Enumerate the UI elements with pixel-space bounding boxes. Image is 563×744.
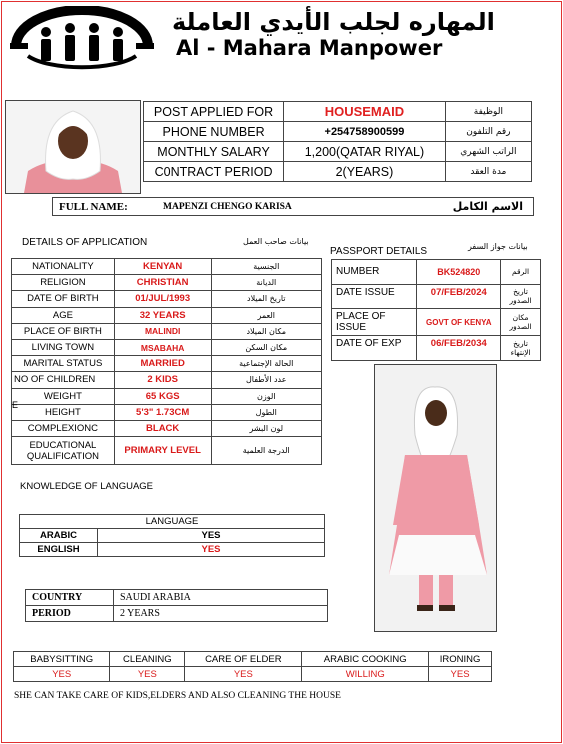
post-arabic: الراتب الشهري	[445, 142, 531, 162]
detail-label: EDUCATIONAL QUALIFICATION	[12, 437, 115, 465]
detail-value: 65 KGS	[114, 388, 211, 404]
language-name: ENGLISH	[20, 543, 98, 557]
table-row	[332, 284, 541, 309]
table-row	[12, 388, 322, 404]
full-name-value: MAPENZI CHENGO KARISA	[163, 202, 292, 212]
table-row	[332, 309, 541, 336]
skill-header: IRONING	[429, 652, 492, 667]
detail-label: HEIGHT	[12, 404, 115, 420]
language-section-title: KNOWLEDGE OF LANGUAGE	[20, 481, 154, 492]
detail-value: BLACK	[114, 420, 211, 436]
detail-arabic: تاريخ الميلاد	[211, 291, 321, 307]
experience-value: 2 YEARS	[114, 606, 328, 622]
detail-label: NO OF CHILDREN	[12, 372, 115, 388]
post-arabic: رقم التلفون	[445, 122, 531, 142]
table-row	[20, 515, 325, 529]
passport-title: PASSPORT DETAILS	[330, 246, 428, 257]
post-row	[144, 122, 532, 142]
application-title: DETAILS OF APPLICATION	[22, 237, 148, 248]
passport-arabic: تاريخ الإنتهاء	[501, 336, 541, 361]
full-name-label: FULL NAME:	[59, 201, 128, 213]
post-label: C0NTRACT PERIOD	[144, 162, 284, 182]
passport-value: BK524820	[417, 260, 501, 285]
detail-value: PRIMARY LEVEL	[114, 437, 211, 465]
stray-mark: E	[12, 400, 19, 410]
portrait-image	[6, 101, 140, 193]
passport-label: NUMBER	[332, 260, 417, 285]
passport-arabic: تاريخ الصدور	[501, 284, 541, 309]
detail-label: DATE OF BIRTH	[12, 291, 115, 307]
detail-arabic: الجنسية	[211, 259, 321, 275]
post-label: POST APPLIED FOR	[144, 102, 284, 122]
post-table	[143, 101, 532, 182]
table-row	[12, 404, 322, 420]
post-value: HOUSEMAID	[284, 102, 446, 122]
company-logo-icon	[8, 6, 156, 70]
passport-table	[331, 259, 541, 361]
remark-text: SHE CAN TAKE CARE OF KIDS,ELDERS AND ALSO CLEANING THE HOUSE	[14, 691, 341, 701]
detail-label: LIVING TOWN	[12, 339, 115, 355]
detail-arabic: العمر	[211, 307, 321, 323]
detail-label: AGE	[12, 307, 115, 323]
detail-value: CHRISTIAN	[114, 275, 211, 291]
post-row	[144, 102, 532, 122]
applicant-photo-full	[374, 364, 497, 632]
detail-arabic: مكان السكن	[211, 339, 321, 355]
experience-value: SAUDI ARABIA	[114, 590, 328, 606]
table-row	[12, 275, 322, 291]
passport-label: DATE ISSUE	[332, 284, 417, 309]
language-value: YES	[98, 529, 325, 543]
experience-label: COUNTRY	[26, 590, 114, 606]
company-name-english: Al - Mahara Manpower	[176, 36, 443, 60]
table-row	[26, 590, 328, 606]
detail-value: 32 YEARS	[114, 307, 211, 323]
language-table	[19, 514, 325, 557]
table-row	[332, 260, 541, 285]
detail-label: COMPLEXIONC	[12, 420, 115, 436]
detail-value: MSABAHA	[114, 339, 211, 355]
post-value: 1,200(QATAR RIYAL)	[284, 142, 446, 162]
full-name-arabic: الاسم الكامل	[452, 200, 523, 213]
table-row	[12, 259, 322, 275]
post-label: MONTHLY SALARY	[144, 142, 284, 162]
application-title-arabic: بيانات صاحب العمل	[243, 237, 309, 246]
detail-label: MARITAL STATUS	[12, 356, 115, 372]
detail-value: 2 KIDS	[114, 372, 211, 388]
table-row	[26, 606, 328, 622]
skill-value: YES	[110, 667, 185, 682]
table-row	[12, 372, 322, 388]
language-header: LANGUAGE	[20, 515, 325, 529]
table-row	[12, 291, 322, 307]
skill-value: YES	[429, 667, 492, 682]
detail-arabic: مكان الميلاد	[211, 323, 321, 339]
passport-label: DATE OF EXP	[332, 336, 417, 361]
skills-table	[13, 651, 492, 682]
applicant-photo-small	[5, 100, 141, 194]
table-row	[12, 339, 322, 355]
skill-header: ARABIC COOKING	[302, 652, 429, 667]
post-value: 2(YEARS)	[284, 162, 446, 182]
post-arabic: الوظيفة	[445, 102, 531, 122]
post-value: +254758900599	[284, 122, 446, 142]
company-name-arabic: المهاره لجلب الأيدي العاملة	[172, 8, 495, 36]
post-row	[144, 142, 532, 162]
skill-value: WILLING	[302, 667, 429, 682]
detail-arabic: الديانة	[211, 275, 321, 291]
application-table	[11, 258, 322, 465]
detail-arabic: الطول	[211, 404, 321, 420]
table-row	[20, 543, 325, 557]
detail-value: MARRIED	[114, 356, 211, 372]
table-row	[14, 667, 492, 682]
detail-arabic: عدد الأطفال	[211, 372, 321, 388]
detail-label: NATIONALITY	[12, 259, 115, 275]
table-row	[12, 323, 322, 339]
detail-label: WEIGHT	[12, 388, 115, 404]
skill-value: YES	[14, 667, 110, 682]
detail-label: RELIGION	[12, 275, 115, 291]
language-name: ARABIC	[20, 529, 98, 543]
detail-value: KENYAN	[114, 259, 211, 275]
table-row	[332, 336, 541, 361]
post-label: PHONE NUMBER	[144, 122, 284, 142]
table-row	[12, 307, 322, 323]
detail-value: 01/JUL/1993	[114, 291, 211, 307]
passport-label: PLACE OF ISSUE	[332, 309, 417, 336]
passport-value: 07/FEB/2024	[417, 284, 501, 309]
passport-value: GOVT OF KENYA	[417, 309, 501, 336]
passport-arabic: الرقم	[501, 260, 541, 285]
post-row	[144, 162, 532, 182]
language-value: YES	[98, 543, 325, 557]
skill-header: BABYSITTING	[14, 652, 110, 667]
skill-header: CARE OF ELDER	[185, 652, 302, 667]
full-body-image	[375, 365, 496, 631]
full-name-box	[52, 197, 534, 216]
experience-label: PERIOD	[26, 606, 114, 622]
table-row	[12, 437, 322, 465]
detail-arabic: الدرجة العلمية	[211, 437, 321, 465]
passport-title-arabic: بيانات جواز السفر	[468, 242, 528, 251]
skill-value: YES	[185, 667, 302, 682]
skill-header: CLEANING	[110, 652, 185, 667]
detail-arabic: لون البشر	[211, 420, 321, 436]
detail-value: MALINDI	[114, 323, 211, 339]
table-row	[12, 356, 322, 372]
table-row	[14, 652, 492, 667]
passport-arabic: مكان الصدور	[501, 309, 541, 336]
detail-label: PLACE OF BIRTH	[12, 323, 115, 339]
passport-value: 06/FEB/2034	[417, 336, 501, 361]
detail-value: 5'3" 1.73CM	[114, 404, 211, 420]
detail-arabic: الحالة الإجتماعية	[211, 356, 321, 372]
experience-table	[25, 589, 328, 622]
table-row	[20, 529, 325, 543]
post-arabic: مدة العقد	[445, 162, 531, 182]
table-row	[12, 420, 322, 436]
detail-arabic: الوزن	[211, 388, 321, 404]
